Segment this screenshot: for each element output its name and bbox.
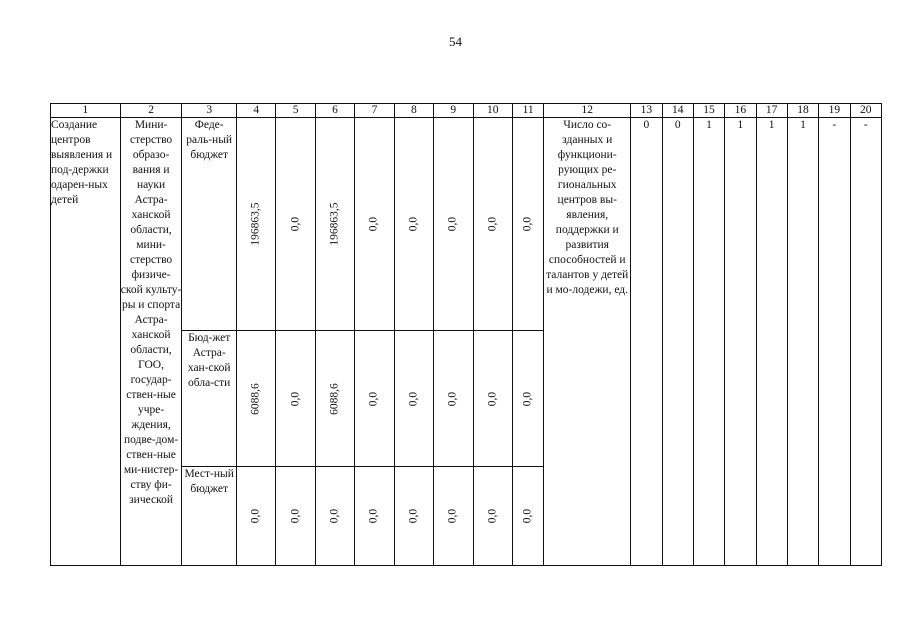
header-cell: 5	[276, 104, 315, 118]
value-text: 0,0	[407, 216, 420, 232]
header-cell: 17	[756, 104, 787, 118]
header-cell: 19	[819, 104, 850, 118]
header-cell: 20	[850, 104, 882, 118]
value-cell	[236, 331, 275, 467]
funding-source: Мест-ный бюджет	[182, 467, 237, 566]
value-text: 0,0	[521, 391, 534, 406]
header-cell: 15	[693, 104, 724, 118]
header-cell: 18	[787, 104, 818, 118]
header-cell: 6	[315, 104, 354, 118]
value-cell	[512, 467, 543, 566]
indicator-value: 1	[756, 118, 787, 566]
value-text: 0,0	[486, 508, 499, 524]
value-cell	[276, 118, 315, 331]
value-cell	[473, 118, 512, 331]
header-cell: 8	[394, 104, 433, 118]
value-text: 6088,6	[249, 382, 262, 415]
value-text: 0,0	[289, 391, 302, 406]
value-cell	[355, 467, 394, 566]
header-cell: 16	[725, 104, 756, 118]
value-text: 0,0	[289, 508, 302, 524]
value-cell	[315, 331, 354, 467]
activity-name: Создание центров выявления и под-держки одарен-ных детей	[51, 118, 121, 566]
value-cell	[434, 331, 473, 467]
indicator-value: 1	[725, 118, 756, 566]
header-cell: 7	[355, 104, 394, 118]
value-cell	[355, 331, 394, 467]
value-text: 0,0	[521, 216, 534, 232]
value-cell	[394, 331, 433, 467]
header-row	[51, 104, 882, 118]
value-text: 0,0	[486, 216, 499, 232]
header-cell: 4	[236, 104, 275, 118]
indicator-value: 1	[787, 118, 818, 566]
header-cell: 10	[473, 104, 512, 118]
header-cell: 9	[434, 104, 473, 118]
value-cell	[473, 331, 512, 467]
value-cell	[236, 118, 275, 331]
value-text: 196863,5	[328, 202, 341, 246]
indicator-value: 0	[662, 118, 693, 566]
value-text: 6088,6	[328, 382, 341, 415]
indicator-value: 0	[631, 118, 662, 566]
value-cell	[473, 467, 512, 566]
value-cell	[315, 118, 354, 331]
indicator-name: Число со-зданных и функциони-рующих ре-гиональных центров вы-явления, поддержки и развития способностей и талантов у детей и мо-лодежи, ед.	[544, 118, 631, 566]
header-cell: 2	[120, 104, 182, 118]
page-number: 54	[449, 34, 462, 49]
value-cell	[276, 331, 315, 467]
value-text: 0,0	[367, 508, 380, 524]
value-cell	[236, 467, 275, 566]
value-text: 0,0	[521, 508, 534, 524]
value-cell	[394, 467, 433, 566]
value-text: 0,0	[249, 508, 262, 524]
value-cell	[434, 118, 473, 331]
header-cell: 12	[544, 104, 631, 118]
value-cell	[315, 467, 354, 566]
table-row	[51, 118, 882, 331]
indicator-value: 1	[693, 118, 724, 566]
value-text: 0,0	[328, 508, 341, 524]
value-text: 0,0	[446, 508, 459, 524]
value-cell	[355, 118, 394, 331]
indicator-value: -	[850, 118, 882, 566]
value-text: 0,0	[446, 391, 459, 406]
value-text: 0,0	[289, 216, 302, 232]
funding-source: Феде-раль-ный бюджет	[182, 118, 237, 331]
indicator-value: -	[819, 118, 850, 566]
value-cell	[512, 118, 543, 331]
value-text: 0,0	[367, 391, 380, 406]
header-cell: 13	[631, 104, 662, 118]
header-cell: 1	[51, 104, 121, 118]
value-text: 0,0	[446, 216, 459, 232]
program-table	[50, 103, 882, 566]
value-cell	[434, 467, 473, 566]
executor: Мини-стерство образо-вания и науки Астра-ханской области, мини-стерство физиче-ской культу-ры и спорта Астра-ханской области, ГОО, государ-ствен-ные учре-ждения, подве-дом-ствен-ные ми-нистер-ству фи-зической	[120, 118, 182, 566]
value-text: 196863,5	[249, 202, 262, 246]
value-text: 0,0	[486, 391, 499, 406]
header-cell: 11	[512, 104, 543, 118]
value-text: 0,0	[407, 508, 420, 524]
header-cell: 3	[182, 104, 237, 118]
value-cell	[276, 467, 315, 566]
value-cell	[512, 331, 543, 467]
header-cell: 14	[662, 104, 693, 118]
funding-source: Бюд-жет Астра-хан-ской обла-сти	[182, 331, 237, 467]
value-cell	[394, 118, 433, 331]
value-text: 0,0	[367, 216, 380, 232]
value-text: 0,0	[407, 391, 420, 406]
